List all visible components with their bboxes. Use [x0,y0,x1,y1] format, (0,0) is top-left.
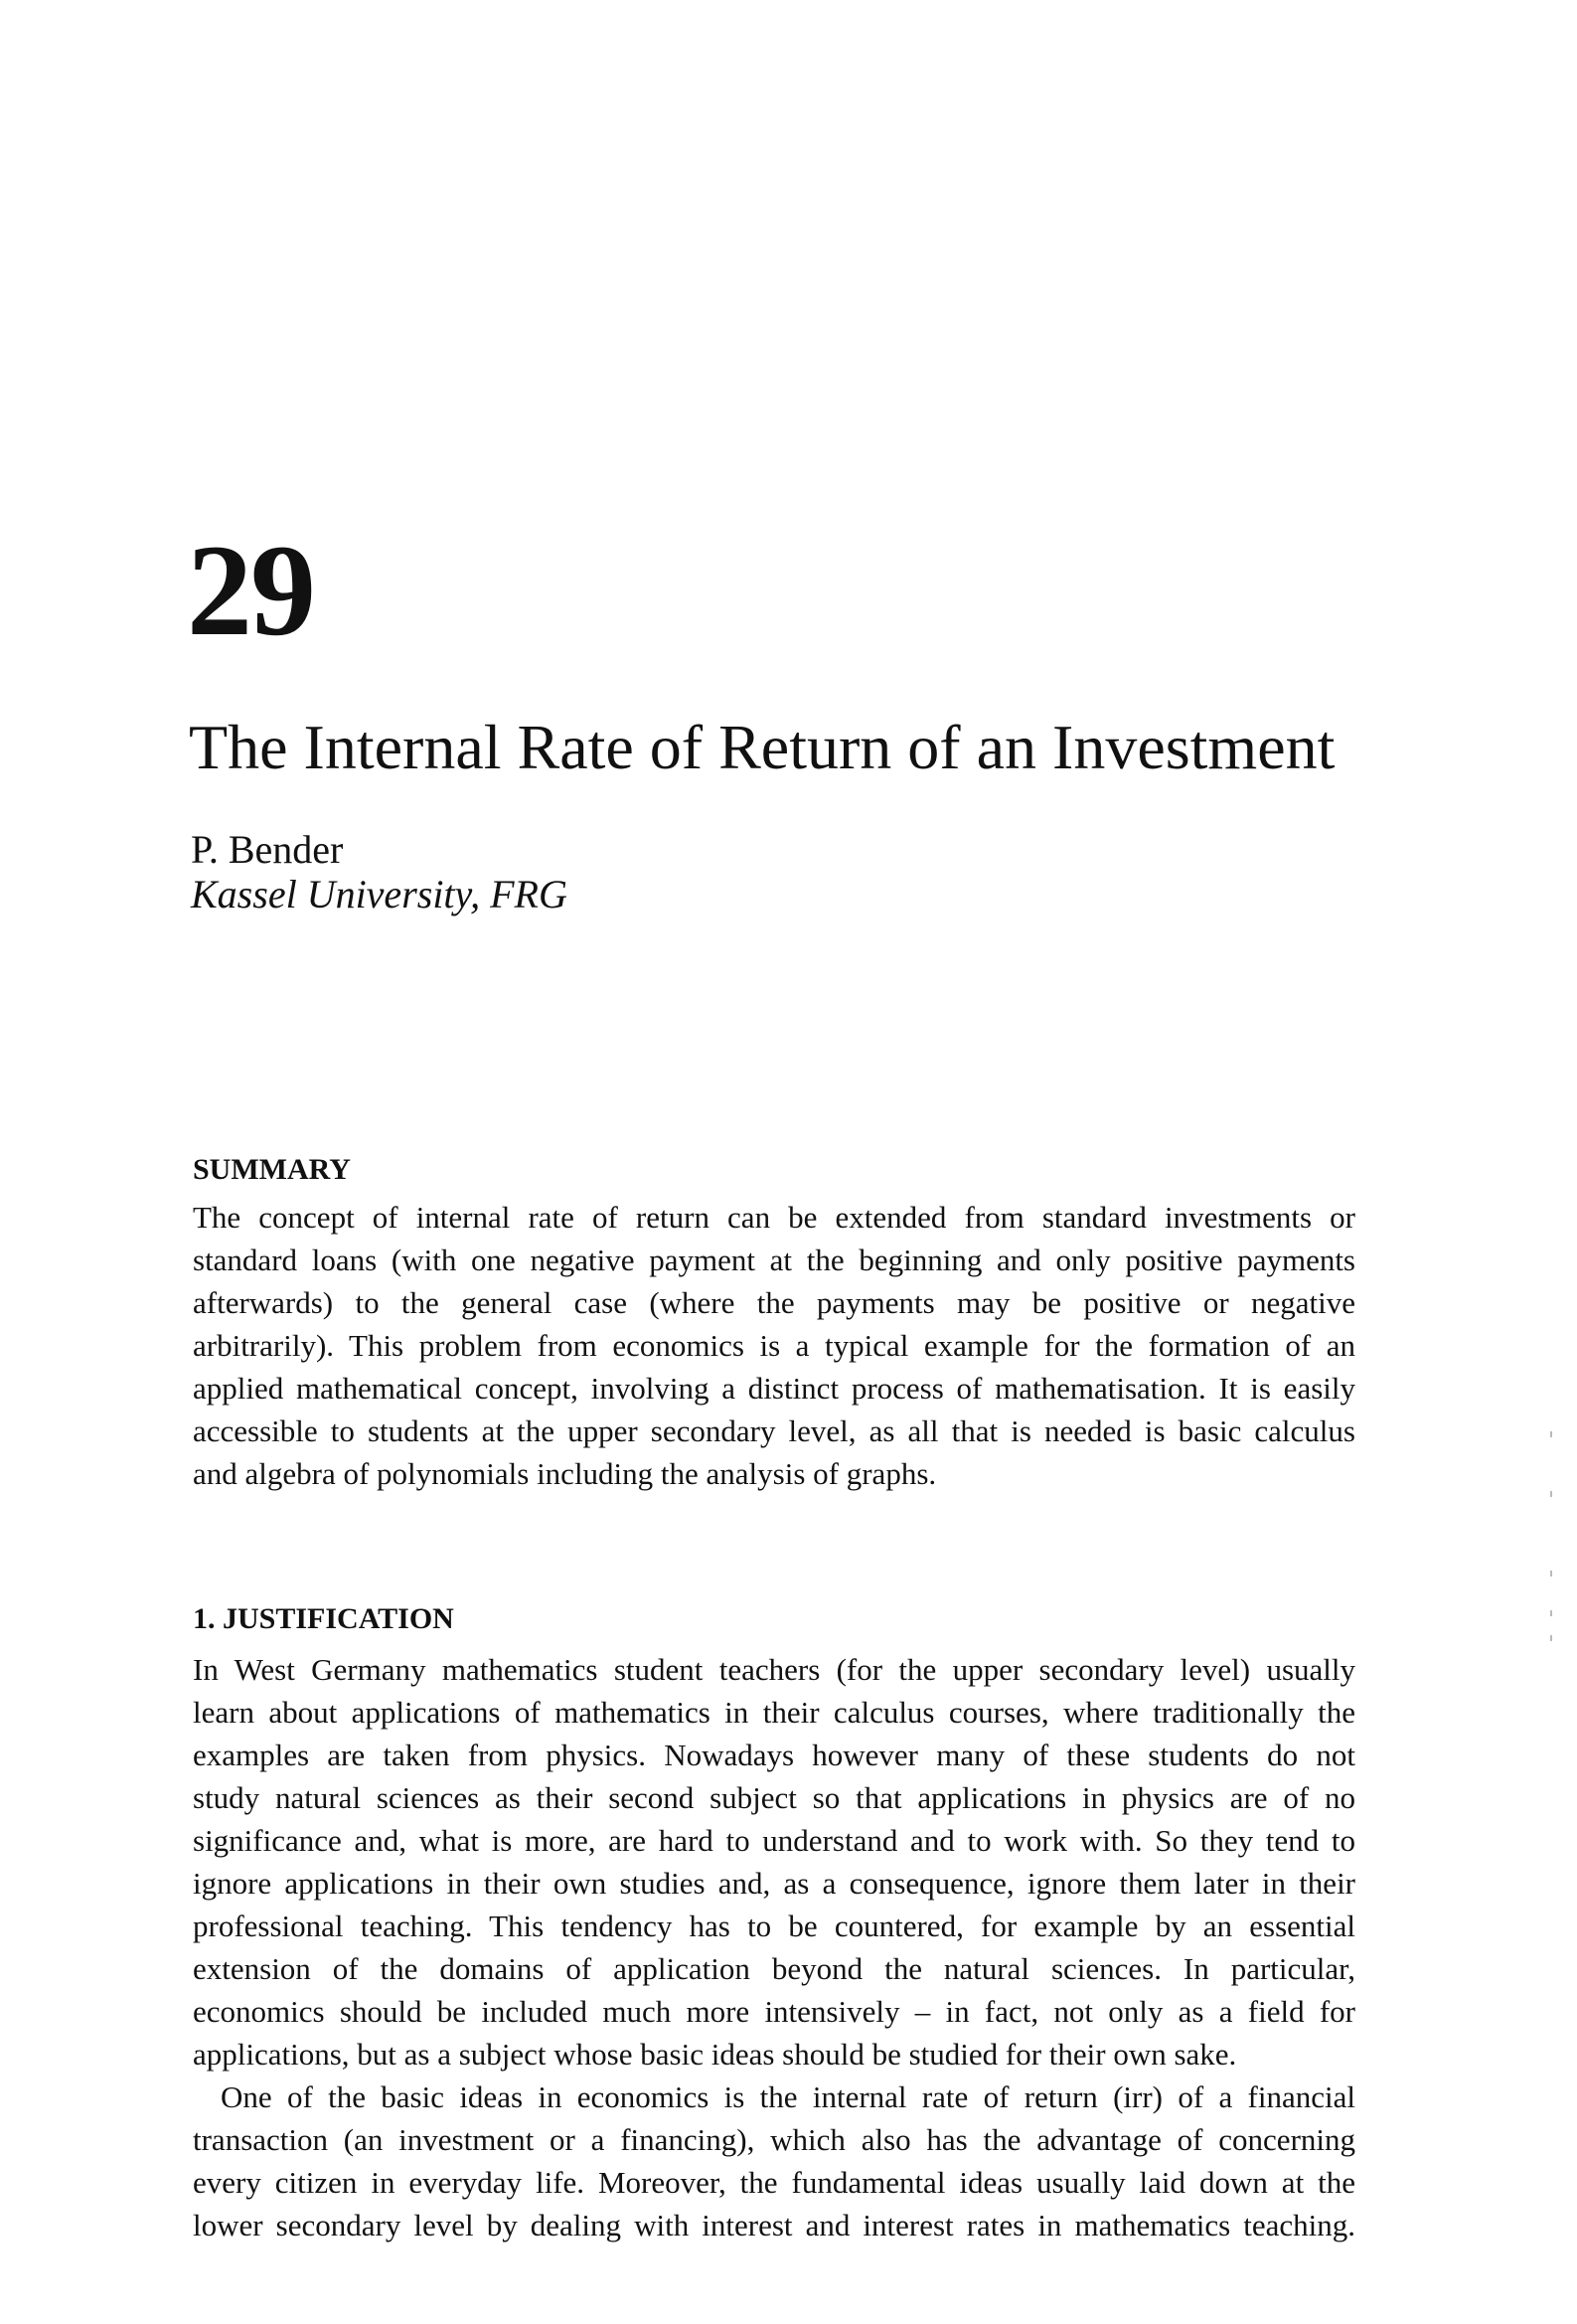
justification-line: every citizen in everyday life. Moreover, the fundamental ideas usually laid down at the [193,2165,1355,2200]
summary-line: The concept of internal rate of return can be extended from standard investments or [193,1200,1355,1235]
scan-speck [1550,1491,1552,1497]
summary-line: and algebra of polynomials including the analysis of graphs. [193,1456,937,1491]
justification-paragraph-1 [193,1648,1355,2075]
justification-line: In West Germany mathematics student teachers (for the upper secondary level) usually [193,1652,1355,1687]
summary-paragraph [193,1196,1355,1495]
scan-speck [1550,1431,1552,1437]
summary-line: arbitrarily). This problem from economics is a typical example for the formation of an [193,1328,1355,1363]
author-affiliation: Kassel University, FRG [191,872,567,916]
justification-line: professional teaching. This tendency has to be countered, for example by an essential [193,1909,1355,1943]
author-name: P. Bender [191,827,344,872]
justification-line: transaction (an investment or a financing), which also has the advantage of concerning [193,2122,1355,2157]
justification-line: learn about applications of mathematics in their calculus courses, where traditionally the [193,1695,1355,1730]
justification-line: applications, but as a subject whose basic ideas should be studied for their own sake. [193,2037,1237,2072]
justification-heading: 1. JUSTIFICATION [193,1602,454,1635]
justification-line: examples are taken from physics. Nowadays however many of these students do not [193,1738,1355,1772]
justification-line: extension of the domains of application beyond the natural sciences. In particular, [193,1951,1355,1986]
scan-speck [1550,1571,1552,1577]
justification-line: lower secondary level by dealing with interest and interest rates in mathematics teaching. [193,2208,1355,2242]
scan-speck [1550,1635,1552,1641]
justification-paragraph-2 [193,2075,1355,2246]
justification-line: significance and, what is more, are hard to understand and to work with. So they tend to [193,1823,1355,1858]
scan-speck [1550,1610,1552,1616]
justification-line: ignore applications in their own studies and, as a consequence, ignore them later in their [193,1866,1355,1901]
summary-heading: SUMMARY [193,1153,351,1186]
summary-line: accessible to students at the upper secondary level, as all that is needed is basic calculus [193,1413,1355,1448]
justification-body [193,1648,1355,2246]
justification-line: economics should be included much more intensively – in fact, not only as a field for [193,1994,1355,2029]
justification-line: study natural sciences as their second subject so that applications in physics are of no [193,1780,1355,1815]
summary-line: standard loans (with one negative payment at the beginning and only positive payments [193,1243,1355,1277]
chapter-number: 29 [187,517,314,663]
summary-line: afterwards) to the general case (where the payments may be positive or negative [193,1285,1355,1320]
summary-line: applied mathematical concept, involving a distinct process of mathematisation. It is easily [193,1371,1355,1406]
chapter-title: The Internal Rate of Return of an Investment [189,712,1336,782]
justification-line: One of the basic ideas in economics is the internal rate of return (irr) of a financial [221,2079,1355,2114]
